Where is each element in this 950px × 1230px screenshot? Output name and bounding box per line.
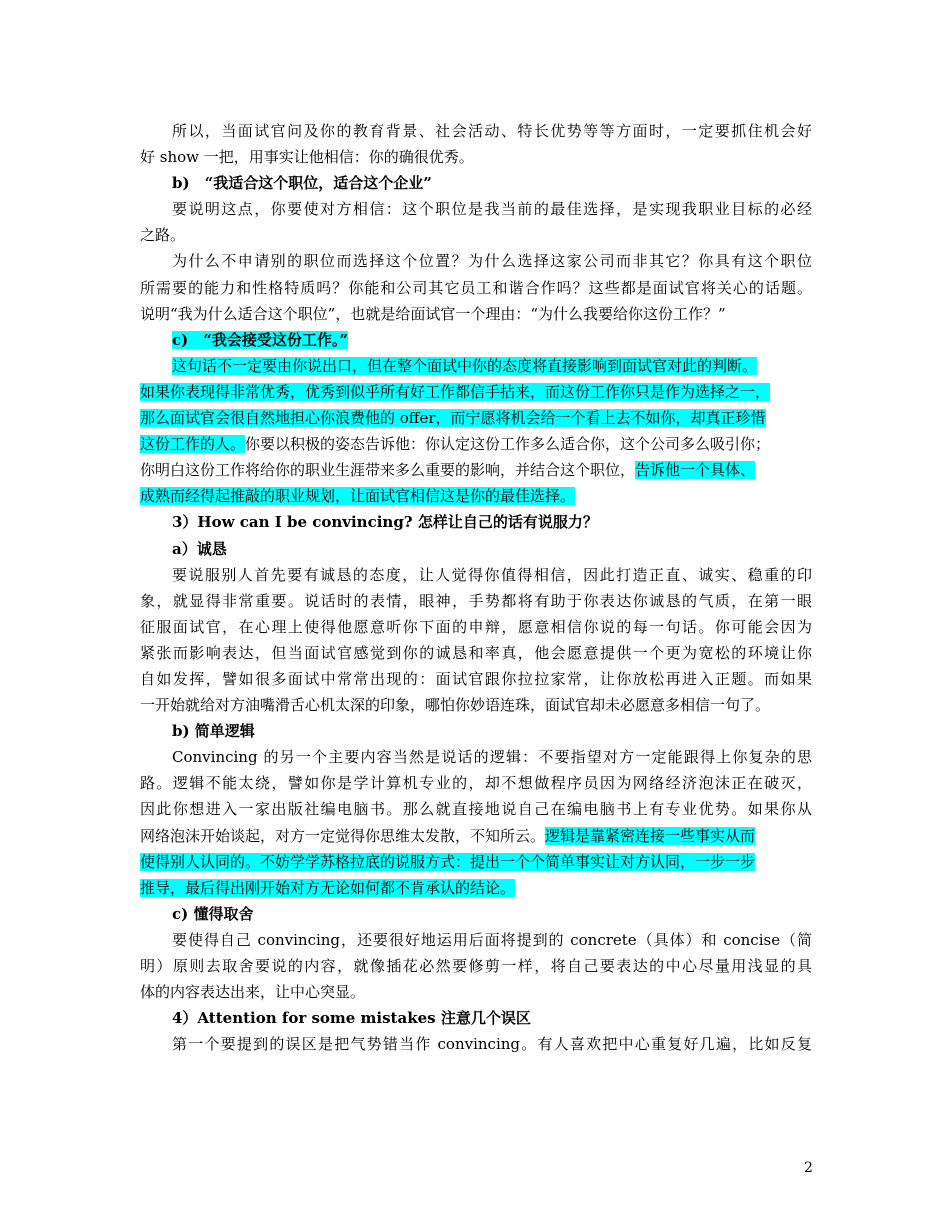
plain-text: 网络泡沫开始谈起，对方一定觉得你思维太发散，不知所云。 xyxy=(140,826,546,845)
paragraph-line: 所需要的能力和性格特质吗？你能和公司其它员工和谐合作吗？这些都是面试官将关心的话题。 xyxy=(140,278,812,297)
paragraph-line: 紧张而影响表达，但当面试官感觉到你的诚恳和率真，他会愿意提供一个更为宽松的环境让你 xyxy=(140,643,812,662)
paragraph-line: Convincing 的另一个主要内容当然是说话的逻辑：不要指望对方一定能跟得上你复杂的思 xyxy=(172,748,812,767)
highlighted-text: 成熟而经得起推敲的职业规划，让面试官相信这是你的最佳选择。 xyxy=(140,487,576,506)
subsection-heading: c) 懂得取舍 xyxy=(172,904,254,923)
paragraph-line: 第一个要提到的误区是把气势错当作 convincing。有人喜欢把中心重复好几遍，比如反复 xyxy=(172,1035,812,1054)
paragraph-line: 体的内容表达出来，让中心突显。 xyxy=(140,983,366,1002)
section-heading: b) “我适合这个职位，适合这个企业” xyxy=(172,174,432,193)
section-heading: 4）Attention for some mistakes 注意几个误区 xyxy=(172,1009,531,1028)
highlighted-text: 推导，最后得出刚开始对方无论如何都不肯承认的结论。 xyxy=(140,878,516,897)
paragraph-line xyxy=(140,405,812,431)
subsection-heading: b) 简单逻辑 xyxy=(172,722,255,741)
paragraph-line: 要说明这点，你要使对方相信：这个职位是我当前的最佳选择，是实现我职业目标的必经 xyxy=(172,200,812,219)
paragraph-line: 要使得自己 convincing，还要很好地运用后面将提到的 concrete（具体）和 concise（简 xyxy=(172,930,812,949)
paragraph-line xyxy=(140,431,812,457)
paragraph-line: 路。逻辑不能太绕，譬如你是学计算机专业的，却不想做程序员因为网络经济泡沫正在破灭， xyxy=(140,774,812,793)
paragraph-line xyxy=(140,875,812,901)
highlighted-text: 如果你表现得非常优秀，优秀到似乎所有好工作都信手拈来，而这份工作你只是作为选择之一， xyxy=(140,382,771,401)
paragraph-line: 要说服别人首先要有诚恳的态度，让人觉得你值得相信，因此打造正直、诚实、稳重的印 xyxy=(172,565,812,584)
paragraph-line xyxy=(140,353,812,379)
plain-text: 你要以积极的姿态告诉他：你认定这份工作多么适合你，这个公司多么吸引你； xyxy=(245,435,771,454)
paragraph-line xyxy=(140,483,812,509)
paragraph-line: 因此你想进入一家出版社编电脑书。那么就直接地说自己在编电脑书上有专业优势。如果你从 xyxy=(140,800,812,819)
document-body xyxy=(140,118,812,1057)
paragraph-line: 一开始就给对方油嘴滑舌心机太深的印象，哪怕你妙语连珠，面试官却未必愿意多相信一句了。 xyxy=(140,696,771,715)
paragraph-line: 象，就显得非常重要。说话时的表情，眼神，手势都将有助于你表达你诚恳的气质，在第一眼 xyxy=(140,591,812,610)
paragraph-line: 之路。 xyxy=(140,226,186,245)
highlighted-text: 这份工作的人。 xyxy=(140,435,246,454)
section-heading: 3）How can I be convincing? 怎样让自己的话有说服力？ xyxy=(172,513,598,532)
subsection-heading: a）诚恳 xyxy=(172,539,227,558)
paragraph-line: 征服面试官，在心理上使得他愿意听你下面的申辩，愿意相信你说的每一句话。你可能会因为 xyxy=(140,617,812,636)
paragraph-line: 好 show 一把，用事实让他相信：你的确很优秀。 xyxy=(140,148,474,167)
highlighted-text: 逻辑是靠紧密连接一些事实从而 xyxy=(545,826,756,845)
paragraph-line: 说明“我为什么适合这个职位”，也就是给面试官一个理由：“为什么我要给你这份工作？” xyxy=(140,304,726,323)
paragraph-line: 明）原则去取舍要说的内容，就像插花必然要修剪一样，将自己要表达的中心尽量用浅显的具 xyxy=(140,957,812,975)
paragraph-line xyxy=(140,849,812,875)
paragraph-line: 自如发挥，譬如很多面试中常常出现的：面试官跟你拉拉家常，让你放松再进入正题。而如果 xyxy=(140,669,812,688)
paragraph-line xyxy=(140,457,812,483)
paragraph-line: 为什么不申请别的职位而选择这个位置？为什么选择这家公司而非其它？你具有这个职位 xyxy=(172,252,812,271)
plain-text: 你明白这份工作将给你的职业生涯带来多么重要的影响，并结合这个职位， xyxy=(140,461,636,480)
paragraph-line xyxy=(140,823,812,849)
highlighted-text: c) “我会接受这份工作。” xyxy=(172,330,348,349)
paragraph-line: 所以，当面试官问及你的教育背景、社会活动、特长优势等等方面时，一定要抓住机会好 xyxy=(172,122,812,140)
section-heading xyxy=(140,327,812,353)
page-number: 2 xyxy=(804,1160,813,1176)
highlighted-text: 告诉他一个具体、 xyxy=(635,461,756,480)
highlighted-text: 使得别人认同的。不妨学学苏格拉底的说服方式：提出一个个简单事实让对方认同，一步一步 xyxy=(140,852,756,871)
highlighted-text: 那么面试官会很自然地担心你浪费他的 offer，而宁愿将机会给一个看上去不如你，却真正珍惜 xyxy=(140,409,766,428)
highlighted-text: 这句话不一定要由你说出口，但在整个面试中你的态度将直接影响到面试官对此的判断。 xyxy=(172,356,758,375)
paragraph-line xyxy=(140,379,812,405)
